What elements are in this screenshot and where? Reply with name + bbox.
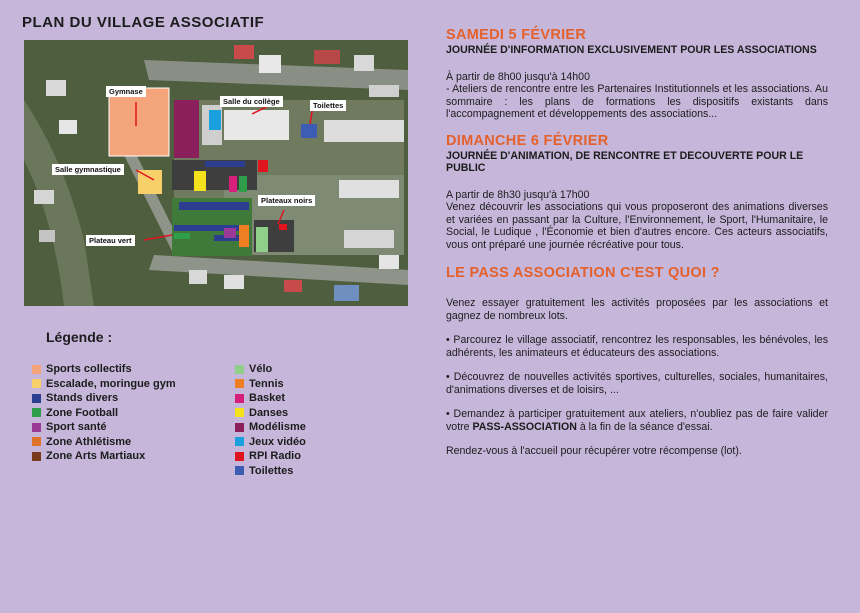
samedi-hours: À partir de 8h00 jusqu'à 14h00 — [446, 70, 590, 83]
legend-label: Basket — [249, 392, 286, 405]
pass-paragraph-2: • Parcourez le village associatif, rencontrez les responsables, les bénévoles, les adhérents, les animateurs et éducateurs des associations. — [446, 334, 828, 359]
village-map — [24, 40, 408, 306]
legend-swatch — [32, 394, 41, 403]
legend-label: Jeux vidéo — [249, 435, 306, 448]
legend-title: Légende : — [46, 329, 113, 345]
legend-label: Zone Football — [46, 406, 119, 419]
samedi-text: - Ateliers de rencontre entre les Partenaires Institutionnels et les associations. Au sommaire : les plans de formations les dispositifs existants dans l'accompagnement et développements des associations... — [446, 83, 828, 120]
dimanche-text: Venez découvrir les associations qui vous proposeront des animations diverses et variées en passant par la Culture, l'Environnement, le Sport, l'Humanitaire, le Social, le Ludique , l'Économie et bien d'autres encore. Ces acteurs associatifs, vous ont préparé une journée récréative pour tous. — [446, 201, 828, 251]
legend-column-2 — [235, 362, 306, 478]
page-title: PLAN DU VILLAGE ASSOCIATIF — [22, 14, 265, 31]
legend-label: Stands divers — [46, 392, 119, 405]
legend-label: Zone Athlétisme — [46, 435, 132, 448]
map-label-plateaux-noirs: Plateaux noirs — [258, 195, 315, 206]
legend-item — [235, 464, 306, 479]
samedi-subtitle: JOURNÉE D'INFORMATION EXCLUSIVEMENT POUR LES ASSOCIATIONS — [446, 44, 817, 56]
legend-swatch — [235, 423, 244, 432]
legend-label: Vélo — [249, 363, 273, 376]
dimanche-title: DIMANCHE 6 FÉVRIER — [446, 132, 609, 149]
legend-swatch — [32, 365, 41, 374]
legend-swatch — [32, 437, 41, 446]
legend-label: Escalade, moringue gym — [46, 377, 176, 390]
legend-swatch — [32, 379, 41, 388]
legend-item — [32, 449, 176, 464]
legend-item — [235, 377, 306, 392]
legend-label: Sport santé — [46, 421, 107, 434]
legend-item — [235, 420, 306, 435]
map-label-plateau-vert: Plateau vert — [86, 235, 135, 246]
legend-item — [32, 391, 176, 406]
legend-label: Modélisme — [249, 421, 306, 434]
legend-item — [235, 435, 306, 450]
pass-paragraph-1: Venez essayer gratuitement les activités proposées par les associations et gagnez de nombreux lots. — [446, 297, 828, 322]
legend-column-1 — [32, 362, 176, 464]
legend-swatch — [32, 408, 41, 417]
legend-swatch — [32, 423, 41, 432]
pass-association-bold: PASS-ASSOCIATION — [472, 420, 577, 433]
legend-swatch — [235, 365, 244, 374]
legend-swatch — [235, 437, 244, 446]
legend-label: Danses — [249, 406, 289, 419]
pass-paragraph-3: • Découvrez de nouvelles activités sportives, culturelles, sociales, humanitaires, d'animations diverses et de loisirs, ... — [446, 371, 828, 396]
legend-swatch — [235, 379, 244, 388]
legend-item — [235, 362, 306, 377]
legend-item — [235, 391, 306, 406]
legend-item — [32, 377, 176, 392]
pass-paragraph-4-start: • Demandez à participer gratuitement aux ateliers, n'oubliez pas de faire valider votre — [446, 408, 828, 433]
legend-label: Zone Arts Martiaux — [46, 450, 146, 463]
map-label-salle-gymnastique: Salle gymnastique — [52, 164, 124, 175]
map-label-toilettes: Toilettes — [310, 100, 346, 111]
pass-paragraph-4 — [446, 408, 828, 433]
legend-swatch — [235, 408, 244, 417]
dimanche-hours: A partir de 8h30 jusqu'à 17h00 — [446, 188, 590, 201]
pass-paragraph-5: Rendez-vous à l'accueil pour récupérer votre récompense (lot). — [446, 445, 742, 457]
legend-swatch — [235, 452, 244, 461]
legend-swatch — [235, 394, 244, 403]
legend-item — [32, 362, 176, 377]
legend-label: RPI Radio — [249, 450, 301, 463]
legend-label: Sports collectifs — [46, 363, 132, 376]
map-label-gymnase: Gymnase — [106, 86, 146, 97]
dimanche-subtitle: JOURNÉE D'ANIMATION, DE RENCONTRE ET DECOUVERTE POUR LE PUBLIC — [446, 149, 804, 174]
pass-title: LE PASS ASSOCIATION C'EST QUOI ? — [446, 265, 720, 281]
legend-item — [32, 420, 176, 435]
legend-item — [235, 449, 306, 464]
legend-label: Toilettes — [249, 464, 294, 477]
pass-paragraph-4-end: à la fin de la séance d'essai. — [576, 420, 713, 433]
legend-item — [235, 406, 306, 421]
samedi-title: SAMEDI 5 FÉVRIER — [446, 27, 587, 43]
info-column — [446, 27, 828, 458]
legend-item — [32, 406, 176, 421]
legend-label: Tennis — [249, 377, 284, 390]
legend-swatch — [235, 466, 244, 475]
map-label-salle-college: Salle du collège — [220, 96, 283, 107]
legend-swatch — [32, 452, 41, 461]
legend-item — [32, 435, 176, 450]
